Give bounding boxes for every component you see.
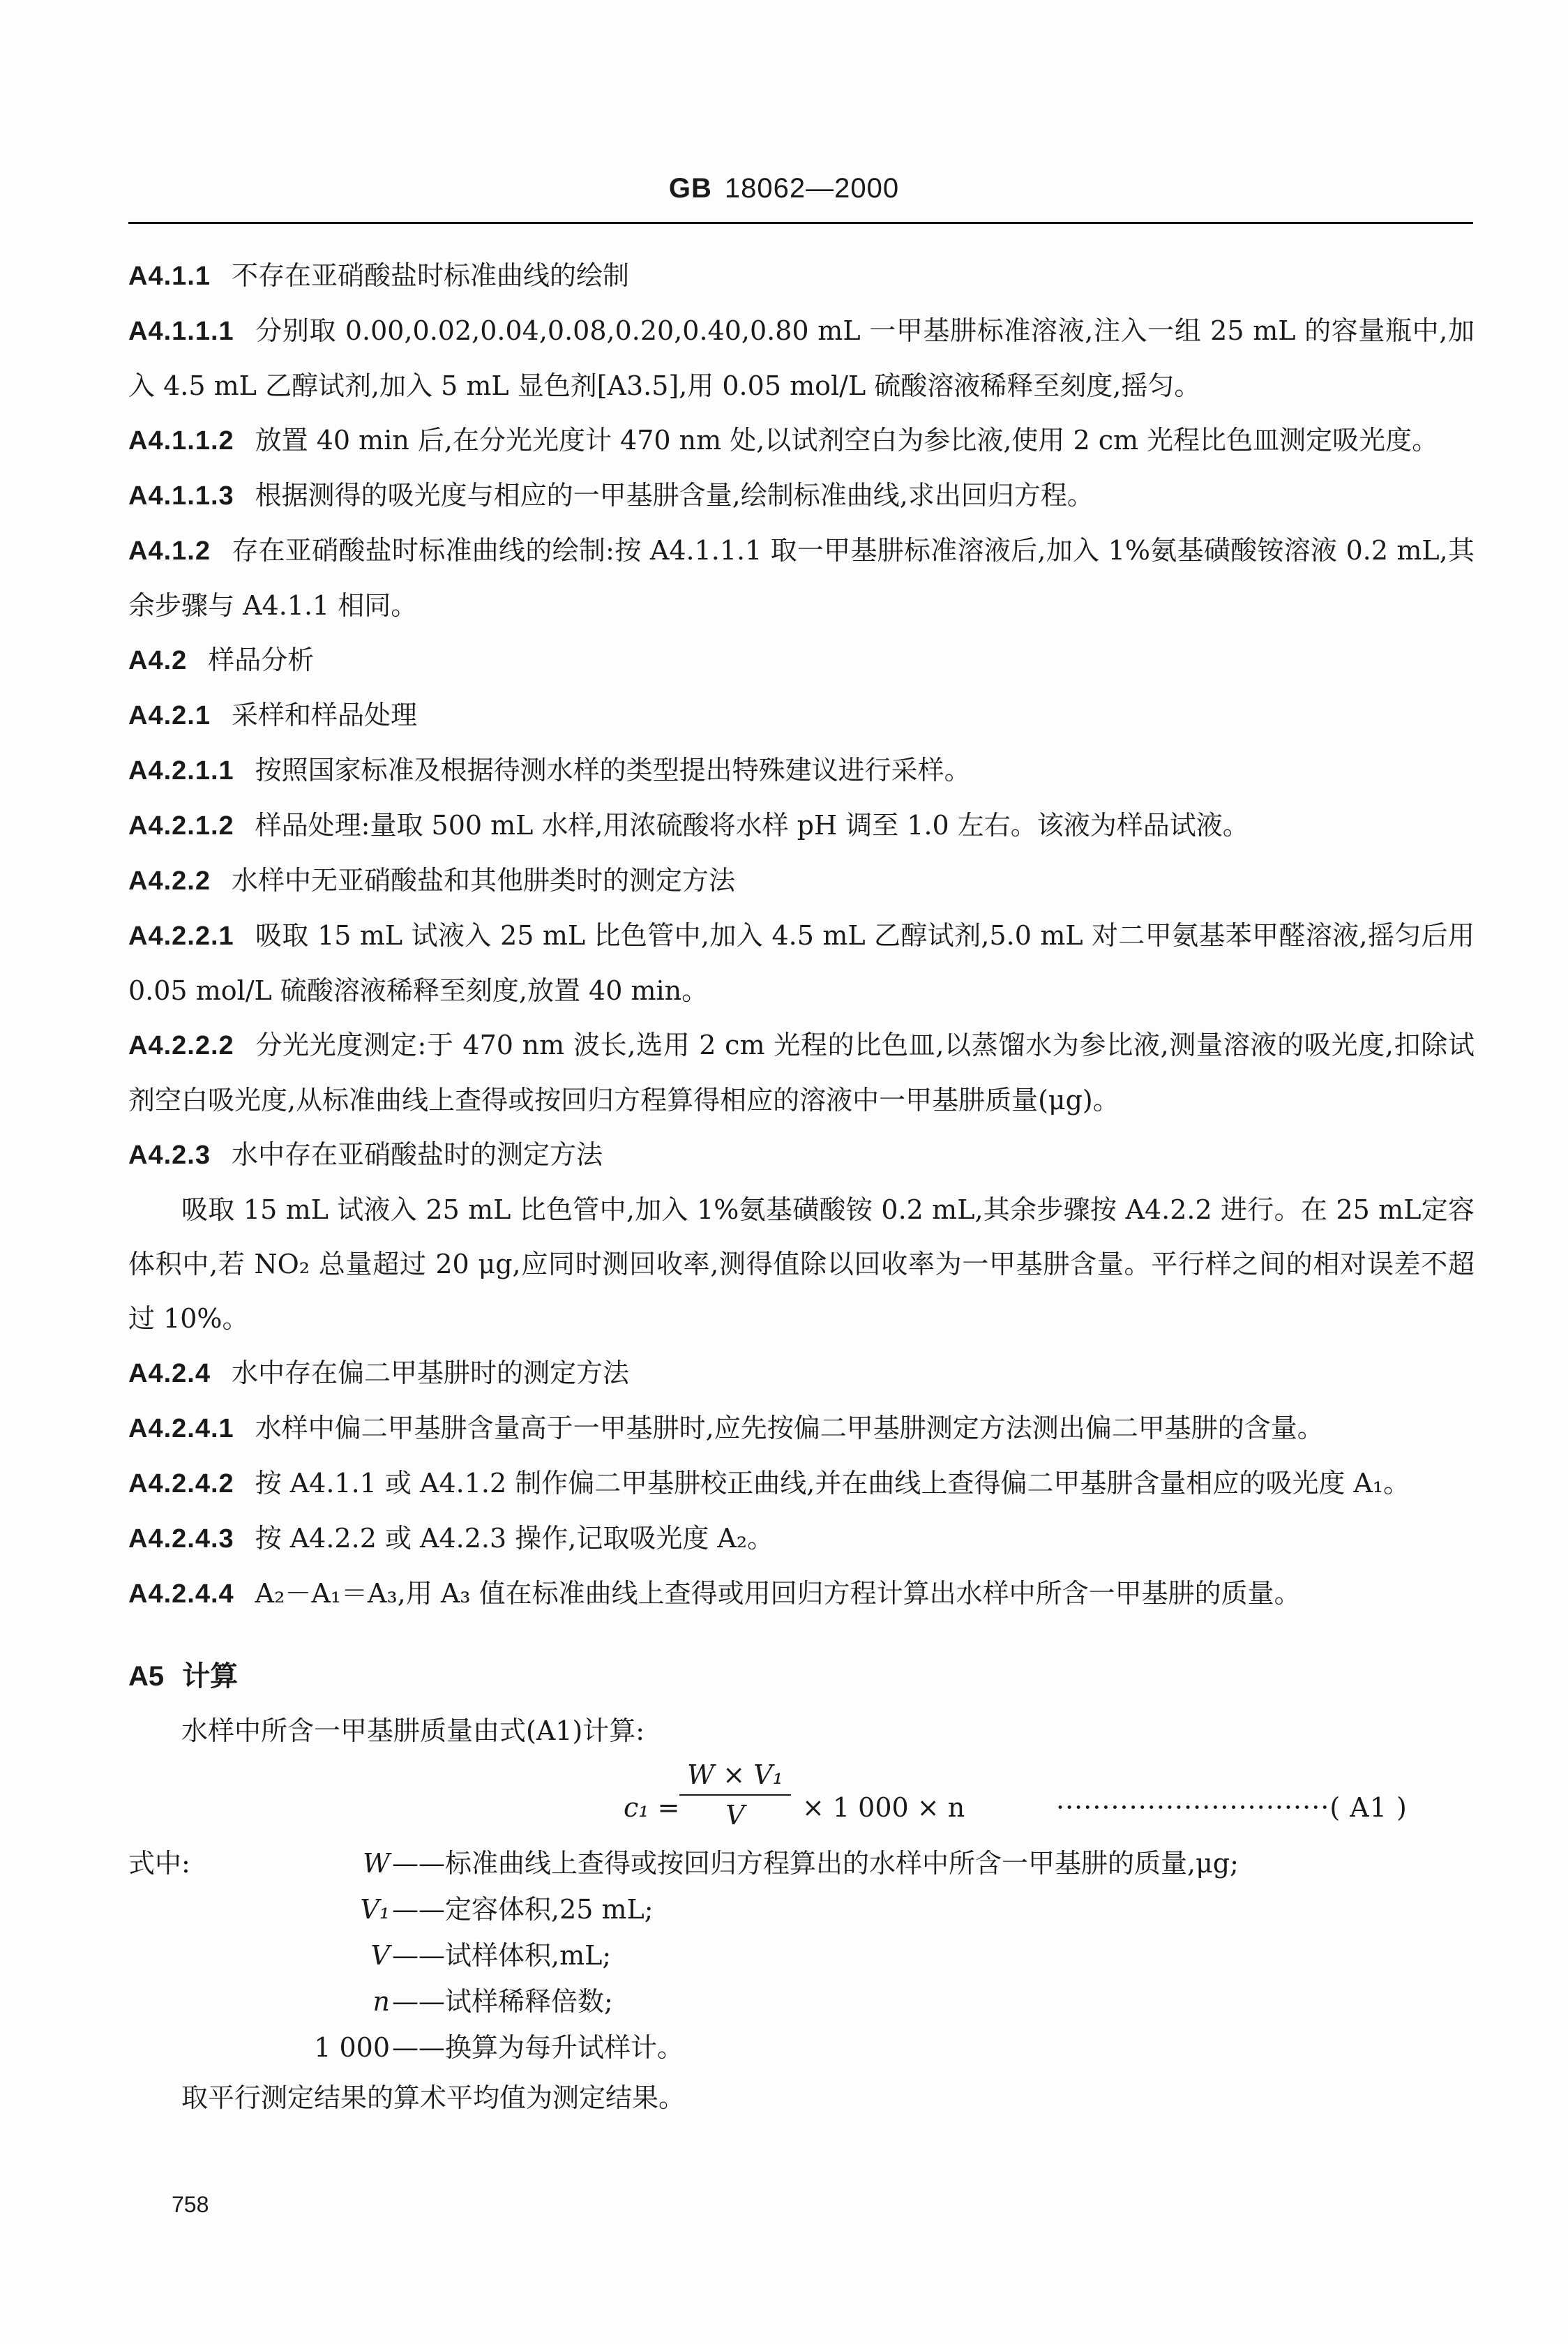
clause-text: 存在亚硝酸盐时标准曲线的绘制:按 A4.1.1.1 取一甲基肼标准溶液后,加入 1%氨基磺酸铵溶液 0.2 mL,其余步骤与 A4.1.1 相同。	[128, 535, 1475, 621]
clause-number: A4.2.2	[128, 866, 211, 896]
clause-number: A4.1.1.3	[128, 481, 234, 511]
clause-paragraph	[128, 303, 1475, 413]
clause-number: A4.1.1	[128, 262, 211, 291]
formula-rest-text: × 1 000 × n	[802, 1792, 965, 1823]
header-code: 18062—2000	[724, 173, 900, 204]
formula-leader	[1056, 1780, 1408, 1835]
clause-text: 分光光度测定:于 470 nm 波长,选用 2 cm 光程的比色皿,以蒸馏水为参比液,测量溶液的吸光度,扣除试剂空白吸光度,从标准曲线上查得或按回归方程算得相应的溶液中一甲基肼质量(μg)。	[128, 1030, 1475, 1115]
where-row	[128, 2024, 1475, 2071]
page-number: 758	[172, 2192, 209, 2217]
clause-number: A4.2.1.2	[128, 811, 234, 841]
formula-rest	[802, 1780, 965, 1835]
clause-paragraph	[128, 1511, 1475, 1566]
clause-number: A4.2.2.2	[128, 1031, 234, 1060]
where-row	[128, 1932, 1475, 1978]
formula-denominator: V	[725, 1800, 745, 1831]
clause-text: A₂－A₁＝A₃,用 A₃ 值在标准曲线上查得或用回归方程计算出水样中所含一甲基肼的质量。	[255, 1578, 1301, 1609]
clause-paragraph	[128, 633, 1475, 688]
clause-text: 吸取 15 mL 试液入 25 mL 比色管中,加入 4.5 mL 乙醇试剂,5.0 mL 对二甲氨基苯甲醛溶液,摇匀后用 0.05 mol/L 硫酸溶液稀释至刻度,放置 40 min。	[128, 920, 1475, 1006]
clause-text: 分别取 0.00,0.02,0.04,0.08,0.20,0.40,0.80 mL 一甲基肼标准溶液,注入一组 25 mL 的容量瓶中,加入 4.5 mL 乙醇试剂,加入 5 mL 显色剂[A3.5],用 0.05 mol/L 硫酸溶液稀释至刻度,摇匀。	[128, 315, 1475, 401]
clause-number: A4.1.1.2	[128, 426, 234, 456]
calc-intro: 水样中所含一甲基肼质量由式(A1)计算:	[181, 1715, 645, 1746]
clause-paragraph	[128, 743, 1475, 798]
clause-paragraph	[128, 468, 1475, 523]
where-symbol: V₁	[360, 1894, 390, 1925]
clause-number: A4.2.2.1	[128, 922, 234, 951]
clause-text: 放置 40 min 后,在分光光度计 470 nm 处,以试剂空白为参比液,使用 2 cm 光程比色皿测定吸光度。	[255, 425, 1439, 456]
where-symbol: V	[370, 1940, 390, 1971]
clause-number: A4.2.1	[128, 701, 211, 730]
clause-number: A4.1.2	[128, 536, 211, 566]
formula-label: ( A1 )	[1329, 1792, 1408, 1823]
clause-paragraph	[128, 1182, 1475, 1346]
clause-number: A4.2.4.3	[128, 1524, 234, 1554]
clause-text: 吸取 15 mL 试液入 25 mL 比色管中,加入 1%氨基磺酸铵 0.2 mL,其余步骤按 A4.2.2 进行。在 25 mL定容体积中,若 NO₂ 总量超过 20 μg,应同时测回收率,测得值除以回收率为一甲基肼含量。平行样之间的相对误差不超过 10%。	[128, 1194, 1475, 1334]
body-content	[128, 248, 1475, 2125]
clause-text: 采样和样品处理	[231, 700, 417, 730]
clause-text: 样品分析	[208, 645, 315, 675]
clause-number: A4.2.4	[128, 1359, 211, 1388]
section-heading	[128, 1649, 1475, 1704]
clause-paragraph	[128, 798, 1475, 853]
symbol-definitions	[128, 1840, 1475, 2071]
clause-text: 水样中偏二甲基肼含量高于一甲基肼时,应先按偏二甲基肼测定方法测出偏二甲基肼的含量。	[255, 1413, 1324, 1443]
where-intro: 式中:	[128, 1848, 190, 1879]
formula-fraction	[679, 1758, 791, 1832]
where-row	[128, 1978, 1475, 2024]
where-symbol: W	[362, 1848, 390, 1879]
section-label: A5	[128, 1661, 165, 1692]
where-description: ——换算为每升试样计。	[392, 2032, 684, 2063]
clause-text: 水样中无亚硝酸盐和其他肼类时的测定方法	[231, 865, 735, 896]
clause-paragraph	[128, 1401, 1475, 1456]
fraction-bar	[679, 1794, 791, 1796]
clause-paragraph	[128, 523, 1475, 633]
clause-text: 水中存在偏二甲基肼时的测定方法	[231, 1358, 629, 1388]
clause-paragraph	[128, 688, 1475, 743]
clause-paragraph	[128, 853, 1475, 908]
where-description: ——试样稀释倍数;	[392, 1986, 613, 2017]
clause-number: A4.2.1.1	[128, 756, 234, 786]
clause-list	[128, 248, 1475, 1621]
where-symbol: n	[372, 1986, 390, 2017]
clause-number: A4.1.1.1	[128, 317, 234, 346]
clause-text: 按 A4.1.1 或 A4.1.2 制作偏二甲基肼校正曲线,并在曲线上查得偏二甲基肼含量相应的吸光度 A₁。	[255, 1468, 1410, 1498]
formula-lhs: c₁ =	[624, 1792, 680, 1823]
clause-number: A4.2.4.4	[128, 1579, 234, 1609]
header-gb: GB	[668, 173, 712, 204]
clause-number: A4.2	[128, 646, 188, 675]
where-row	[128, 1886, 1475, 1932]
formula-a1	[128, 1758, 1475, 1840]
header-rule	[128, 222, 1473, 224]
clause-paragraph	[128, 908, 1475, 1018]
clause-text: 不存在亚硝酸盐时标准曲线的绘制	[231, 260, 629, 291]
clause-number: A4.2.4.2	[128, 1469, 234, 1498]
clause-paragraph	[128, 248, 1475, 303]
clause-paragraph	[128, 1566, 1475, 1621]
clause-text: 按照国家标准及根据待测水样的类型提出特殊建议进行采样。	[255, 755, 971, 786]
clause-paragraph	[128, 1456, 1475, 1511]
clause-number: A4.2.4.1	[128, 1414, 234, 1443]
where-intro-row	[128, 1840, 1475, 1886]
where-description: ——试样体积,mL;	[392, 1940, 612, 1971]
clause-number: A4.2.3	[128, 1141, 211, 1170]
section-title: 计算	[182, 1661, 239, 1692]
clause-paragraph	[128, 1127, 1475, 1182]
where-symbol: 1 000	[314, 2032, 390, 2063]
conclusion: 取平行测定结果的算术平均值为测定结果。	[181, 2082, 686, 2113]
where-description: ——定容体积,25 mL;	[392, 1894, 654, 1925]
clause-text: 按 A4.2.2 或 A4.2.3 操作,记取吸光度 A₂。	[255, 1523, 774, 1554]
formula-dots: ······························	[1056, 1792, 1330, 1823]
clause-text: 水中存在亚硝酸盐时的测定方法	[231, 1139, 603, 1170]
formula-numerator: W × V₁	[687, 1759, 783, 1790]
clause-paragraph	[128, 1018, 1475, 1127]
clause-text: 根据测得的吸光度与相应的一甲基肼含量,绘制标准曲线,求出回归方程。	[255, 480, 1094, 511]
clause-text: 样品处理:量取 500 mL 水样,用浓硫酸将水样 pH 调至 1.0 左右。该液为样品试液。	[255, 810, 1249, 841]
clause-paragraph	[128, 413, 1475, 468]
page-header	[0, 173, 1568, 204]
where-description: ——标准曲线上查得或按回归方程算出的水样中所含一甲基肼的质量,μg;	[392, 1848, 1239, 1879]
clause-paragraph	[128, 1346, 1475, 1401]
